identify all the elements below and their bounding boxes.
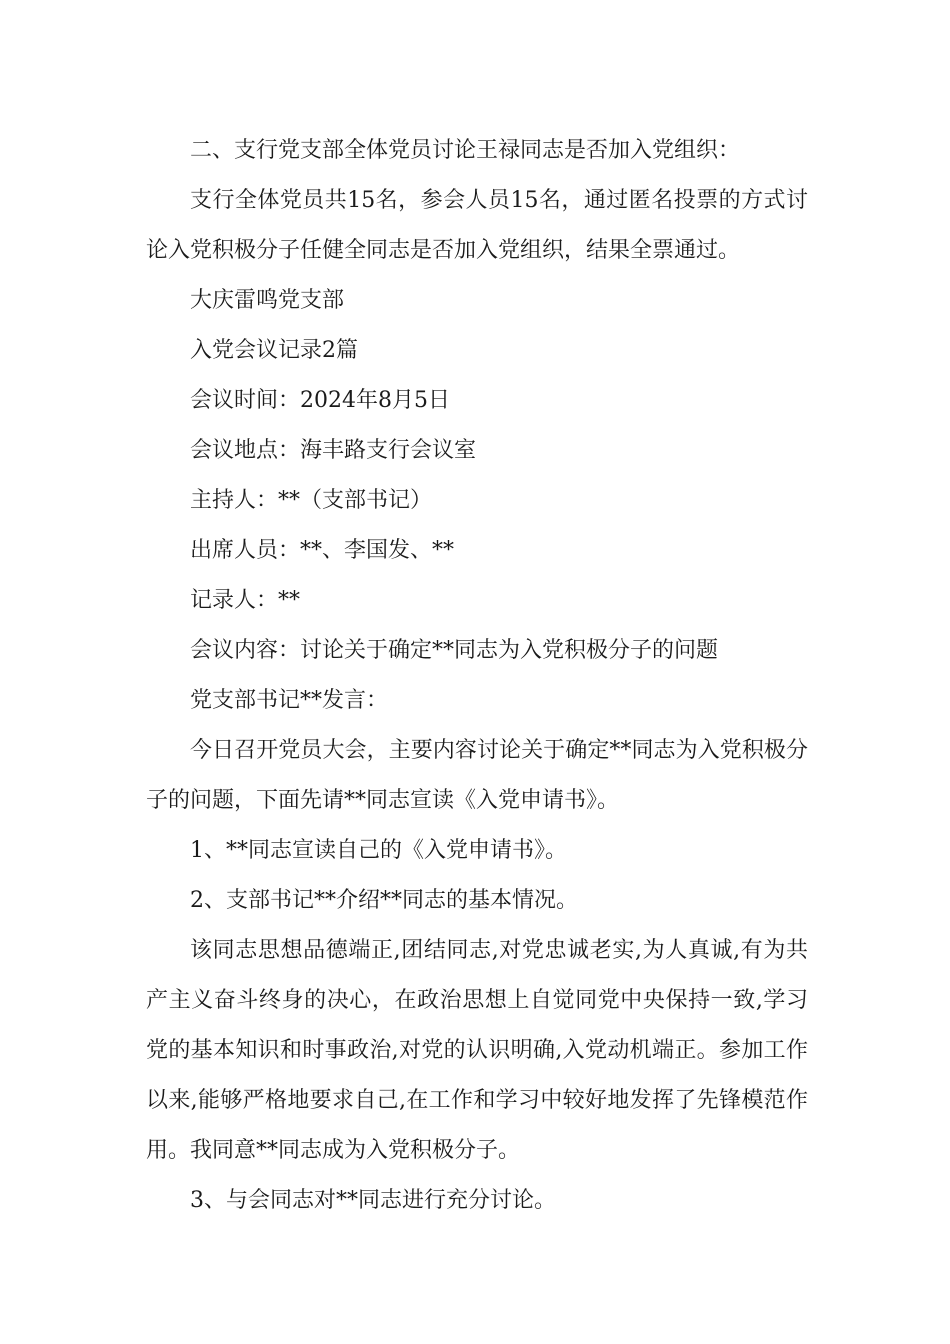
meeting-time: 会议时间：2024年8月5日 [190, 388, 450, 413]
agenda-item-2: 2、支部书记**介绍**同志的基本情况。 [190, 888, 578, 913]
agenda-item-3: 3、与会同志对**同志进行充分讨论。 [190, 1188, 556, 1213]
agenda-item-1: 1、**同志宣读自己的《入党申请书》。 [190, 838, 567, 863]
secretary-speech-heading: 党支部书记**发言： [190, 688, 389, 713]
record-title: 入党会议记录2篇 [190, 338, 358, 363]
document-body [146, 126, 808, 1226]
opening-paragraph: 今日召开党员大会，主要内容讨论关于确定**同志为入党积极分子的问题，下面先请**同志宣读《入党申请书》。 [146, 738, 808, 813]
branch-name: 大庆雷鸣党支部 [190, 288, 345, 313]
vote-result-paragraph: 支行全体党员共15名，参会人员15名，通过匿名投票的方式讨论入党积极分子任健全同志是否加入党组织，结果全票通过。 [146, 188, 808, 263]
section-heading: 二、支行党支部全体党员讨论王禄同志是否加入党组织： [190, 138, 741, 163]
meeting-content: 会议内容：讨论关于确定**同志为入党积极分子的问题 [190, 638, 719, 663]
meeting-recorder: 记录人：** [190, 588, 301, 613]
meeting-host: 主持人：**（支部书记） [190, 488, 433, 513]
meeting-attendees: 出席人员：**、李国发、** [190, 538, 455, 563]
meeting-location: 会议地点：海丰路支行会议室 [190, 438, 477, 463]
evaluation-paragraph: 该同志思想品德端正,团结同志,对党忠诚老实,为人真诚,有为共产主义奋斗终身的决心，在政治思想上自觉同党中央保持一致,学习党的基本知识和时事政治,对党的认识明确,入党动机端正。参加工作以来,能够严格地要求自己,在工作和学习中较好地发挥了先锋模范作用。我同意**同志成为入党积极分子。 [146, 938, 808, 1163]
